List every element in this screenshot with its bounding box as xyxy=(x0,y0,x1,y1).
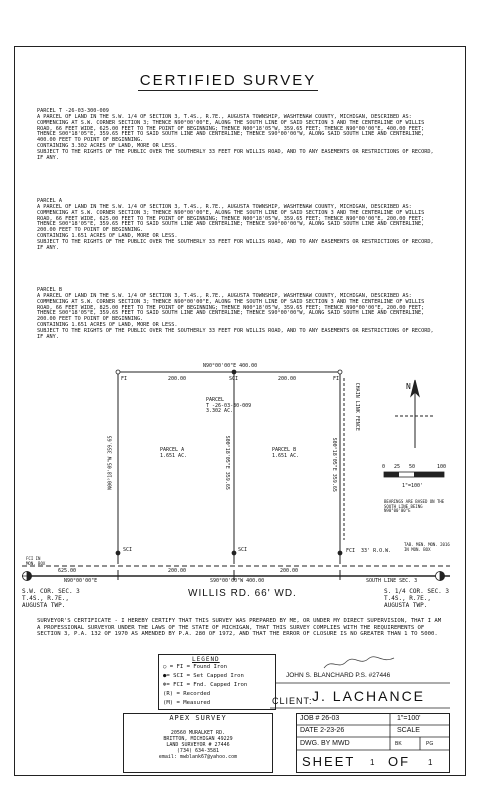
north-letter: N xyxy=(406,382,411,391)
scale-tick-50: 50 xyxy=(409,464,416,470)
drawing-date: DATE 2-23-26 xyxy=(300,727,345,734)
row-label: FCI 33' R.O.W. xyxy=(346,548,392,554)
sheet-total: 1 xyxy=(428,758,433,767)
parcel-a-label: PARCEL A 1.651 AC. xyxy=(160,447,188,459)
firm-phone: (734) 634-3581 xyxy=(176,748,220,754)
west-bearing-label: N00°18'05"W 359.65 xyxy=(107,435,114,490)
firm-address-1: 20560 MURALKET RD. xyxy=(170,730,226,736)
centerline-bearing: S90°00'00"W 400.00 xyxy=(210,578,265,584)
north-line-label: N90°00'00"E 400.00 xyxy=(203,363,258,369)
scale-tick-25: 25 xyxy=(394,464,401,470)
parcel-t-heading: PARCEL T -26-03-300-009 xyxy=(37,107,109,114)
parcel-b-body: A PARCEL OF LAND IN THE S.W. 1/4 OF SECTION 3, T.4S., R.7E., AUGUSTA TOWNSHIP, WASHTENAW COUNTY, MICHIGAN, DESCRIBED AS: COMMENCING AT S.W. CORNER SECTION 3; THENCE N90°00'00"E, ALONG THE SOUTH LINE OF SAID SECTION 3 AND THE CENTERLINE OF WILLIS ROAD, 66 FEET WIDE, 825.00 FEET TO THE POINT OF BEGINNING; THENCE N00°18'05"W, 359.65 FEET; THENCE N90°00'00"E, 200.00 FEET; THENCE S00°18'05"E, 359.65 FEET TO SAID SOUTH LINE AND CENTERLINE; THENCE S90°00'00"W, ALONG SAID SOUTH LINE AND CENTERLINE, 200.00 FEET TO POINT OF BEGINNING. CONTAINING 1.651 ACRES OF LAND, MORE OR LESS. SUBJECT TO THE RIGHTS OF THE PUBLIC OVER THE SOUTHERLY 33 FEET FOR WILLIS ROAD, AND TO ANY EASEMENTS OR RESTRICTIONS OF RECORD, IF ANY. xyxy=(37,292,434,341)
page-label: PG xyxy=(426,741,434,747)
parcel-t-body: A PARCEL OF LAND IN THE S.W. 1/4 OF SECTION 3, T.4S., R.7E., AUGUSTA TOWNSHIP, WASHTENAW COUNTY, MICHIGAN, DESCRIBED AS: COMMENCING AT S.W. CORNER SECTION 3; THENCE N90°00'00"E, ALONG THE SOUTH LINE OF SAID SECTION 3 AND THE CENTERLINE OF WILLIS ROAD, 66 FEET WIDE, 625.00 FEET TO THE POINT OF BEGINNING; THENCE N00°18'05"W, 359.65 FEET; THENCE N90°00'00"E, 400.00 FEET; THENCE S00°18'05"E, 359.65 FEET TO SAID SOUTH LINE AND CENTERLINE; THENCE S90°00'00"W, ALONG SAID SOUTH LINE AND CENTERLINE, 400.00 FEET TO POINT OF BEGINNING. CONTAINING 3.302 ACRES OF LAND, MORE OR LESS. SUBJECT TO THE RIGHTS OF THE PUBLIC OVER THE SOUTHERLY 33 FEET FOR WILLIS ROAD, AND TO ANY EASEMENTS OR RESTRICTIONS OF RECORD, IF ANY. xyxy=(37,113,434,162)
client-name: J. LACHANCE xyxy=(312,688,426,704)
legend-set-iron: ●= SCI = Set Capped Iron xyxy=(163,673,244,679)
book-label: BK xyxy=(395,741,402,747)
scale-tick-100: 100 xyxy=(437,464,447,470)
dim-top-right: 200.00 xyxy=(278,376,297,382)
scale-text: 1"=100' xyxy=(402,483,424,489)
dim-top-left: 200.00 xyxy=(168,376,187,382)
corner-fi-nw: FI xyxy=(121,376,128,382)
fci-note: FCI IN MON. BOX xyxy=(26,556,46,566)
south-line-note: SOUTH LINE SEC. 3 xyxy=(366,578,418,584)
sheet-number: 1 xyxy=(370,758,375,767)
dim-625: 625.00 xyxy=(58,568,77,574)
parcel-b-label: PARCEL B 1.651 AC. xyxy=(272,447,300,459)
corner-fi-ne: FI xyxy=(333,376,340,382)
dim-200-a: 200.00 xyxy=(168,568,187,574)
legend-measured: (M) = Measured xyxy=(163,700,211,706)
surveyor-certificate: SURVEYOR'S CERTIFICATE - I HEREBY CERTIFY THAT THIS SURVEY WAS PREPARED BY ME, OR UNDER MY DIRECT SUPERVISION, THAT I AM A PROFESSIONAL SURVEYOR UNDER THE LAWS OF THE STATE OF MICHIGAN, THAT THIS SURVEY COMPLIES WITH THE REQUIREMENTS OF SECTION 3, P.A. 132 OF 1970 AS AMENDED BY P.A. 280 OF 1972, AND THAT THE ERROR OF CLOSURE IS NO GREATER THAN 1 TO 5000. xyxy=(37,618,442,638)
road-name: WILLIS RD. 66' WD. xyxy=(188,588,297,599)
scale-value: 1"=100' xyxy=(397,715,421,722)
page-title: CERTIFIED SURVEY xyxy=(139,72,317,89)
drawn-by: DWG. BY MWD xyxy=(300,740,350,747)
surveyor-name: JOHN S. BLANCHARD P.S. #27446 xyxy=(286,672,391,679)
parcel-b-heading: PARCEL B xyxy=(37,286,62,293)
legend-title: LEGEND xyxy=(192,656,220,663)
job-number: JOB # 26-03 xyxy=(300,715,340,722)
firm-email: email: mwblank67@yahoo.com xyxy=(158,754,238,760)
legend-fnd-capped-iron: ⊛= FCI = Fnd. Capped Iron xyxy=(163,682,248,688)
scale-tick-0: 0 xyxy=(382,464,386,470)
bearing-note: BEARINGS ARE BASED ON THE SOUTH LINE BEING N90°00'00"E xyxy=(384,499,445,514)
firm-address-2: BRITTON, MICHIGAN 49229 xyxy=(163,736,233,742)
centerline-bearing-west: N90°00'00"E xyxy=(64,578,98,584)
legend-found-iron: ○ = FI = Found Iron xyxy=(163,664,227,670)
sheet-of-label: OF xyxy=(388,754,411,769)
firm-license: LAND SURVEYOR # 27446 xyxy=(166,742,230,748)
mid-bearing-label: S00°18'05"E 359.65 xyxy=(223,435,230,490)
corner-sci-mid: SCI xyxy=(229,376,239,382)
parcel-a-heading: PARCEL A xyxy=(37,197,62,204)
client-label: CLIENT: xyxy=(272,696,313,706)
firm-name: APEX SURVEY xyxy=(169,714,227,722)
scale-label: SCALE xyxy=(397,727,420,734)
tab-note: TAB. MEN. MON. 2016 IN MON. BOX xyxy=(404,542,450,552)
s-quarter-corner-label: S. 1/4 COR. SEC. 3 T.4S., R.7E., AUGUSTA TWP. xyxy=(384,588,450,609)
east-bearing-label: S00°18'05"E 359.65 xyxy=(330,437,337,492)
sci-label-left: SCI xyxy=(123,547,133,553)
sheet-label: SHEET xyxy=(302,754,356,769)
parcel-a-body: A PARCEL OF LAND IN THE S.W. 1/4 OF SECTION 3, T.4S., R.7E., AUGUSTA TOWNSHIP, WASHTENAW COUNTY, MICHIGAN, DESCRIBED AS: COMMENCING AT S.W. CORNER SECTION 3; THENCE N90°00'00"E, ALONG THE SOUTH LINE OF SAID SECTION 3 AND THE CENTERLINE OF WILLIS ROAD, 66 FEET WIDE, 625.00 FEET TO THE POINT OF BEGINNING; THENCE N00°18'05"W, 359.65 FEET; THENCE N90°00'00"E, 200.00 FEET; THENCE S00°18'05"E, 359.65 FEET TO SAID SOUTH LINE AND CENTERLINE; THENCE S90°00'00"W, ALONG SAID SOUTH LINE AND CENTERLINE, 200.00 FEET TO POINT OF BEGINNING. CONTAINING 1.651 ACRES OF LAND, MORE OR LESS. SUBJECT TO THE RIGHTS OF THE PUBLIC OVER THE SOUTHERLY 33 FEET FOR WILLIS ROAD, AND TO ANY EASEMENTS OR RESTRICTIONS OF RECORD, IF ANY. xyxy=(37,203,434,252)
dim-200-b: 200.00 xyxy=(280,568,299,574)
parcel-t-label: PARCEL T -26-03-30-009 3.302 AC. xyxy=(206,397,252,414)
sw-corner-label: S.W. COR. SEC. 3 T.4S., R.7E., AUGUSTA TWP. xyxy=(22,588,80,609)
legend-recorded: (R) = Recorded xyxy=(163,691,211,697)
fence-label: CHAIN LINK FENCE xyxy=(353,382,360,431)
sci-label-mid: SCI xyxy=(238,547,248,553)
